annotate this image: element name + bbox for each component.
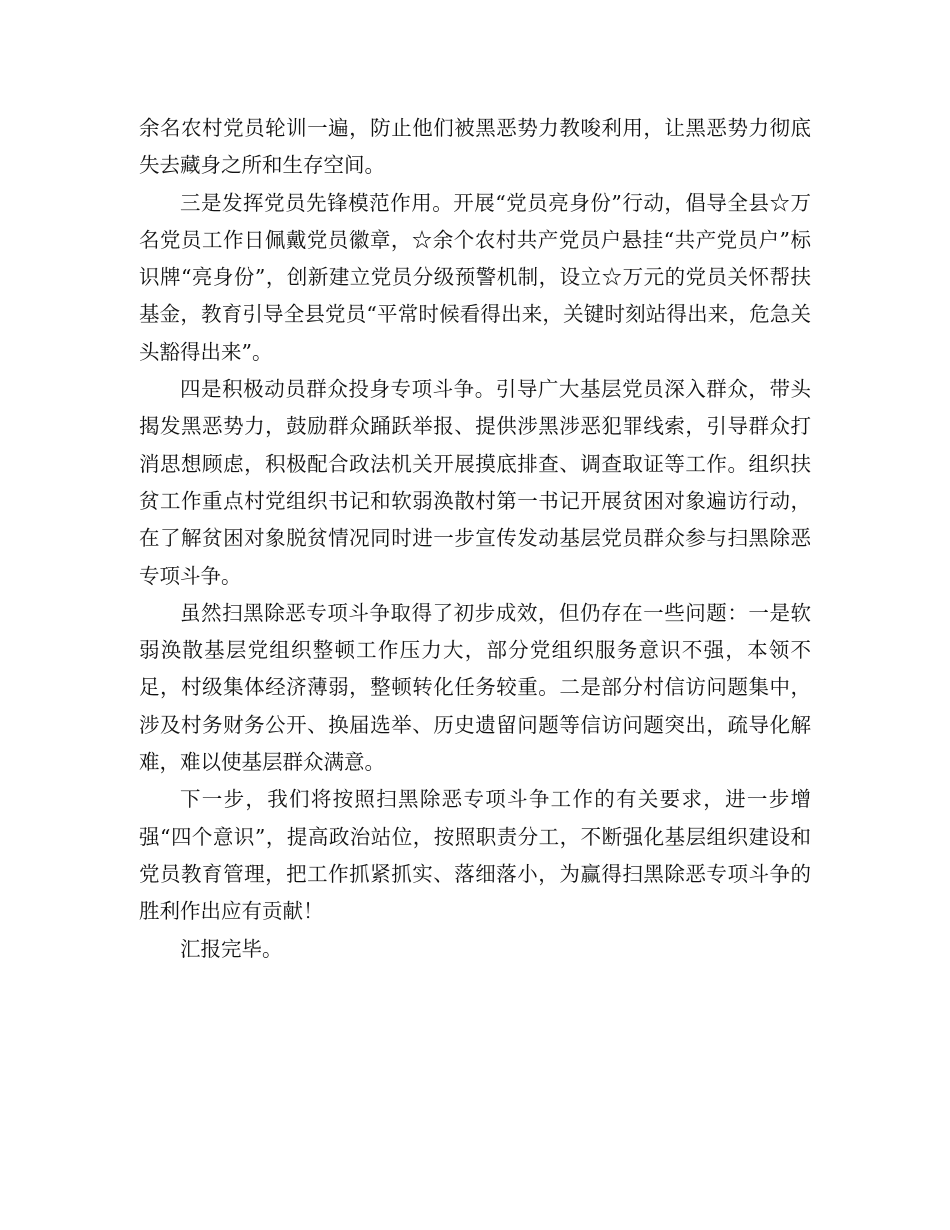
paragraph-next-steps: 下一步，我们将按照扫黑除恶专项斗争工作的有关要求，进一步增强“四个意识”，提高政治站位，按照职责分工，不断强化基层组织建设和党员教育管理，把工作抓紧抓实、落细落小，为赢得扫黑除恶专项斗争的胜利作出应有贡献！: [139, 787, 811, 924]
paragraph-existing-problems: 虽然扫黑除恶专项斗争取得了初步成效，但仍存在一些问题：一是软弱涣散基层党组织整顿工作压力大，部分党组织服务意识不强，本领不足，村级集体经济薄弱，整顿转化任务较重。二是部分村信访问题集中，涉及村务财务公开、换届选举、历史遗留问题等信访问题突出，疏导化解难，难以使基层群众满意。: [139, 600, 811, 775]
paragraph-closing: 汇报完毕。: [180, 936, 283, 961]
paragraph-mobilize-masses: 四是积极动员群众投身专项斗争。引导广大基层党员深入群众，带头揭发黑恶势力，鼓励群众踊跃举报、提供涉黑涉恶犯罪线索，引导群众打消思想顾虑，积极配合政法机关开展摸底排查、调查取证等工作。组织扶贫工作重点村党组织书记和软弱涣散村第一书记开展贫困对象遍访行动，在了解贫困对象脱贫情况同时进一步宣传发动基层党员群众参与扫黑除恶专项斗争。: [139, 377, 811, 588]
paragraph-party-member-vanguard: 三是发挥党员先锋模范作用。开展“党员亮身份”行动，倡导全县☆万名党员工作日佩戴党员徽章，☆余个农村共产党员户悬挂“共产党员户”标识牌“亮身份”，创新建立党员分级预警机制，设立☆万元的党员关怀帮扶基金，教育引导全县党员“平常时候看得出来，关键时刻站得出来，危急关头豁得出来”。: [139, 190, 811, 364]
document-body: [139, 110, 811, 968]
paragraph-continuation: 余名农村党员轮训一遍，防止他们被黑恶势力教唆利用，让黑恶势力彻底失去藏身之所和生存空间。: [139, 116, 811, 178]
